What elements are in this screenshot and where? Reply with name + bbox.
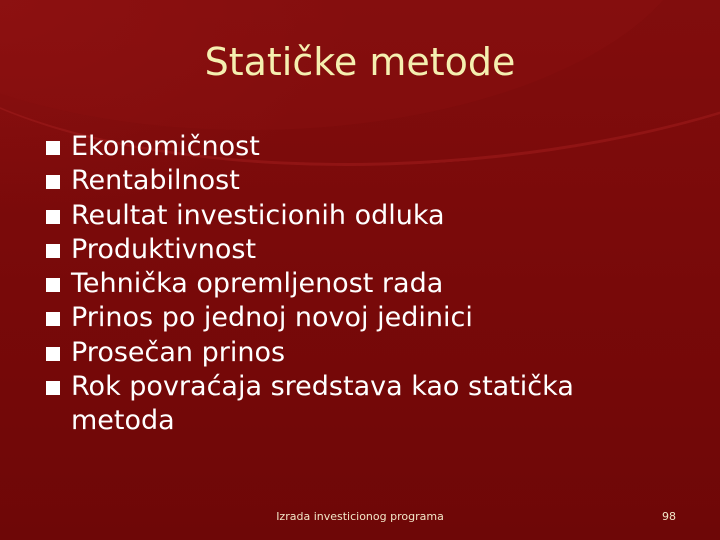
square-bullet-icon — [46, 278, 60, 292]
bullet-item — [46, 233, 646, 267]
bullet-item — [46, 199, 646, 233]
bullet-text: Tehnička opremljenost rada — [71, 268, 444, 300]
bullet-text: Prinos po jednoj novoj jedinici — [71, 302, 473, 334]
bullet-item — [46, 164, 646, 198]
square-bullet-icon — [46, 244, 60, 258]
slide-title-text: Statičke metode — [204, 40, 516, 84]
bullet-item — [46, 336, 646, 370]
square-bullet-icon — [46, 210, 60, 224]
bullet-item — [46, 130, 646, 164]
square-bullet-icon — [46, 347, 60, 361]
square-bullet-icon — [46, 141, 60, 155]
bullet-text: Produktivnost — [71, 233, 257, 265]
bullet-item — [46, 370, 646, 439]
slide-title — [0, 40, 720, 84]
bullet-item — [46, 301, 646, 335]
footer-text: Izrada investicionog programa — [276, 510, 444, 523]
square-bullet-icon — [46, 312, 60, 326]
bullet-list — [46, 130, 646, 439]
bullet-text: Prosečan prinos — [71, 336, 286, 368]
page-number: 98 — [662, 510, 676, 523]
square-bullet-icon — [46, 175, 60, 189]
slide-footer — [0, 510, 720, 523]
square-bullet-icon — [46, 381, 60, 395]
bullet-text: Rok povraćaja sredstava kao statička metoda — [71, 371, 574, 437]
bullet-item — [46, 267, 646, 301]
bullet-text: Rentabilnost — [71, 165, 240, 197]
bullet-text: Ekonomičnost — [71, 131, 260, 162]
bullet-text: Reultat investicionih odluka — [71, 199, 445, 231]
